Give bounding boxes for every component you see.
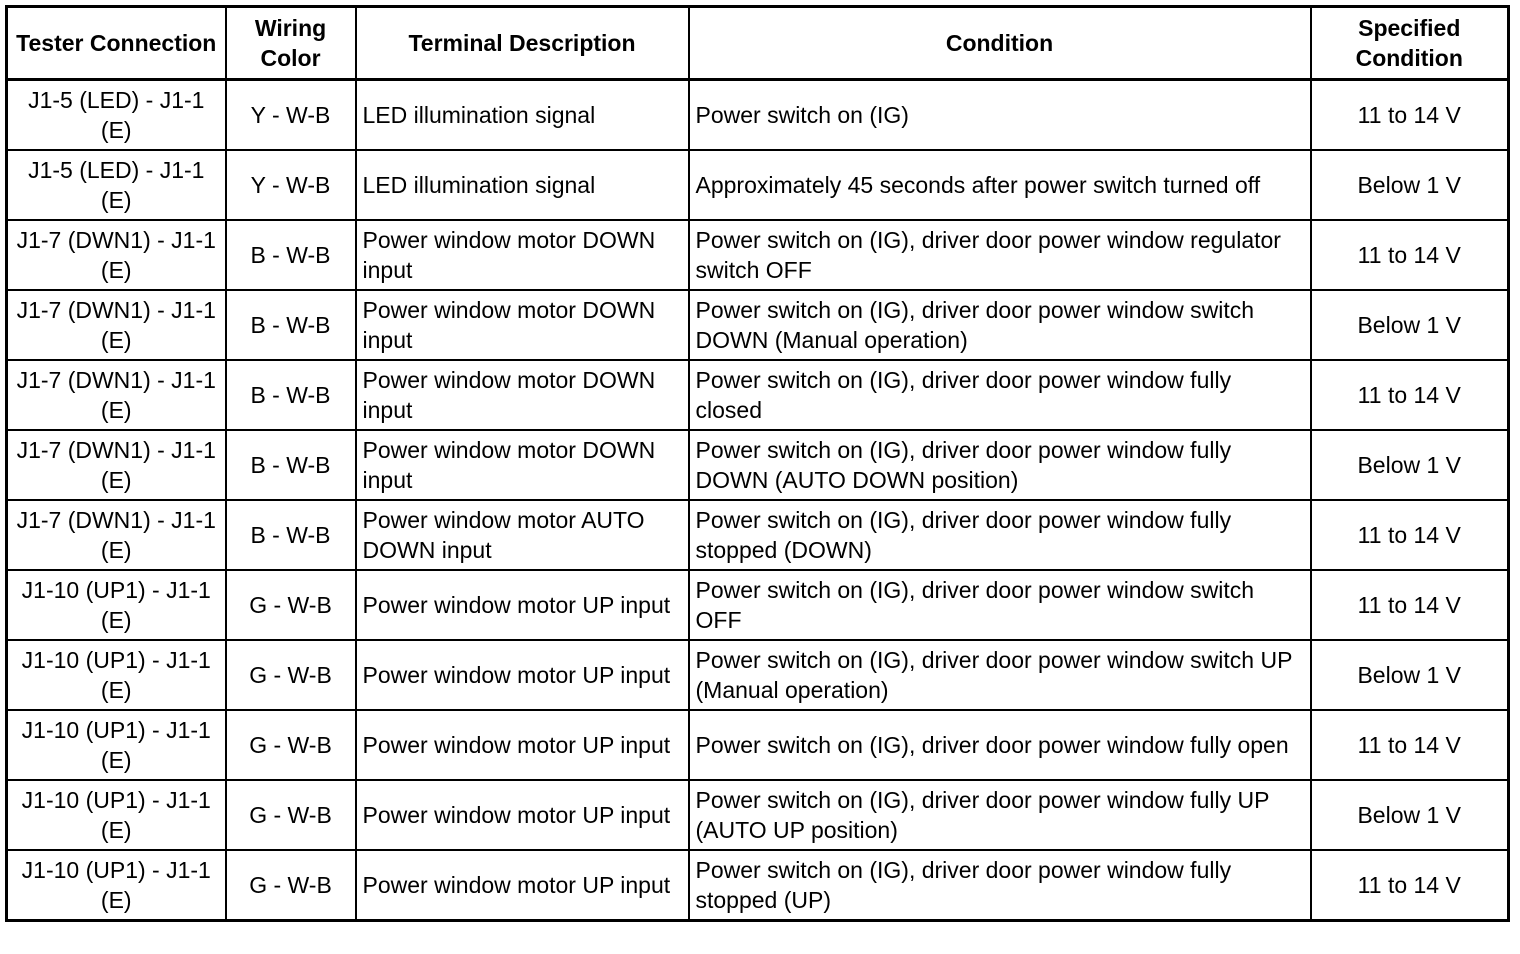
condition-cell: Approximately 45 seconds after power switch turned off xyxy=(689,150,1311,220)
condition-cell: Power switch on (IG), driver door power window regulator switch OFF xyxy=(689,220,1311,290)
table-row xyxy=(7,80,1509,151)
table-header xyxy=(7,7,1509,80)
wiring-color-cell: G - W-B xyxy=(226,710,356,780)
wiring-color-cell: Y - W-B xyxy=(226,150,356,220)
tester-connection-cell: J1-7 (DWN1) - J1-1 (E) xyxy=(7,500,226,570)
terminal-inspection-sheet xyxy=(5,5,1510,922)
condition-cell: Power switch on (IG), driver door power window fully UP (AUTO UP position) xyxy=(689,780,1311,850)
wiring-color-cell: B - W-B xyxy=(226,290,356,360)
header-tester-connection: Tester Connection xyxy=(7,7,226,80)
tester-connection-cell: J1-10 (UP1) - J1-1 (E) xyxy=(7,850,226,921)
tester-connection-cell: J1-7 (DWN1) - J1-1 (E) xyxy=(7,430,226,500)
condition-cell: Power switch on (IG), driver door power window fully closed xyxy=(689,360,1311,430)
table-row xyxy=(7,780,1509,850)
condition-cell: Power switch on (IG), driver door power window switch UP (Manual operation) xyxy=(689,640,1311,710)
table-row xyxy=(7,850,1509,921)
table-body xyxy=(7,80,1509,921)
wiring-color-cell: G - W-B xyxy=(226,570,356,640)
condition-cell: Power switch on (IG) xyxy=(689,80,1311,151)
terminal-description-cell: Power window motor DOWN input xyxy=(356,220,689,290)
condition-cell: Power switch on (IG), driver door power window fully DOWN (AUTO DOWN position) xyxy=(689,430,1311,500)
terminal-description-cell: Power window motor DOWN input xyxy=(356,290,689,360)
wiring-color-cell: G - W-B xyxy=(226,850,356,921)
table-row xyxy=(7,430,1509,500)
specified-condition-cell: 11 to 14 V xyxy=(1311,500,1509,570)
wiring-color-cell: B - W-B xyxy=(226,360,356,430)
specified-condition-cell: Below 1 V xyxy=(1311,430,1509,500)
terminal-description-cell: LED illumination signal xyxy=(356,80,689,151)
tester-connection-cell: J1-7 (DWN1) - J1-1 (E) xyxy=(7,290,226,360)
table-row xyxy=(7,710,1509,780)
header-specified-condition: Specified Condition xyxy=(1311,7,1509,80)
table-row xyxy=(7,150,1509,220)
specified-condition-cell: 11 to 14 V xyxy=(1311,850,1509,921)
specified-condition-cell: Below 1 V xyxy=(1311,150,1509,220)
terminal-description-cell: Power window motor DOWN input xyxy=(356,430,689,500)
terminal-description-cell: Power window motor UP input xyxy=(356,780,689,850)
terminal-description-cell: Power window motor UP input xyxy=(356,850,689,921)
table-row xyxy=(7,290,1509,360)
specified-condition-cell: Below 1 V xyxy=(1311,640,1509,710)
tester-connection-cell: J1-10 (UP1) - J1-1 (E) xyxy=(7,780,226,850)
wiring-color-cell: G - W-B xyxy=(226,640,356,710)
tester-connection-cell: J1-7 (DWN1) - J1-1 (E) xyxy=(7,360,226,430)
tester-connection-cell: J1-10 (UP1) - J1-1 (E) xyxy=(7,570,226,640)
tester-connection-cell: J1-7 (DWN1) - J1-1 (E) xyxy=(7,220,226,290)
terminal-description-cell: Power window motor UP input xyxy=(356,710,689,780)
wiring-color-cell: B - W-B xyxy=(226,500,356,570)
header-wiring-color: Wiring Color xyxy=(226,7,356,80)
terminal-description-cell: Power window motor AUTO DOWN input xyxy=(356,500,689,570)
specified-condition-cell: 11 to 14 V xyxy=(1311,570,1509,640)
condition-cell: Power switch on (IG), driver door power window fully stopped (DOWN) xyxy=(689,500,1311,570)
table-row xyxy=(7,360,1509,430)
table-row xyxy=(7,220,1509,290)
wiring-color-cell: B - W-B xyxy=(226,430,356,500)
wiring-color-cell: Y - W-B xyxy=(226,80,356,151)
terminal-description-cell: Power window motor DOWN input xyxy=(356,360,689,430)
wiring-color-cell: G - W-B xyxy=(226,780,356,850)
specified-condition-cell: 11 to 14 V xyxy=(1311,80,1509,151)
condition-cell: Power switch on (IG), driver door power window fully open xyxy=(689,710,1311,780)
terminal-description-cell: Power window motor UP input xyxy=(356,640,689,710)
header-condition: Condition xyxy=(689,7,1311,80)
specified-condition-cell: 11 to 14 V xyxy=(1311,220,1509,290)
specified-condition-cell: 11 to 14 V xyxy=(1311,710,1509,780)
condition-cell: Power switch on (IG), driver door power window switch DOWN (Manual operation) xyxy=(689,290,1311,360)
terminal-spec-table xyxy=(5,5,1510,922)
condition-cell: Power switch on (IG), driver door power window fully stopped (UP) xyxy=(689,850,1311,921)
tester-connection-cell: J1-10 (UP1) - J1-1 (E) xyxy=(7,710,226,780)
specified-condition-cell: 11 to 14 V xyxy=(1311,360,1509,430)
tester-connection-cell: J1-5 (LED) - J1-1 (E) xyxy=(7,150,226,220)
condition-cell: Power switch on (IG), driver door power window switch OFF xyxy=(689,570,1311,640)
terminal-description-cell: Power window motor UP input xyxy=(356,570,689,640)
table-row xyxy=(7,640,1509,710)
tester-connection-cell: J1-5 (LED) - J1-1 (E) xyxy=(7,80,226,151)
header-terminal-description: Terminal Description xyxy=(356,7,689,80)
specified-condition-cell: Below 1 V xyxy=(1311,780,1509,850)
header-row xyxy=(7,7,1509,80)
tester-connection-cell: J1-10 (UP1) - J1-1 (E) xyxy=(7,640,226,710)
terminal-description-cell: LED illumination signal xyxy=(356,150,689,220)
wiring-color-cell: B - W-B xyxy=(226,220,356,290)
table-row xyxy=(7,570,1509,640)
table-row xyxy=(7,500,1509,570)
specified-condition-cell: Below 1 V xyxy=(1311,290,1509,360)
